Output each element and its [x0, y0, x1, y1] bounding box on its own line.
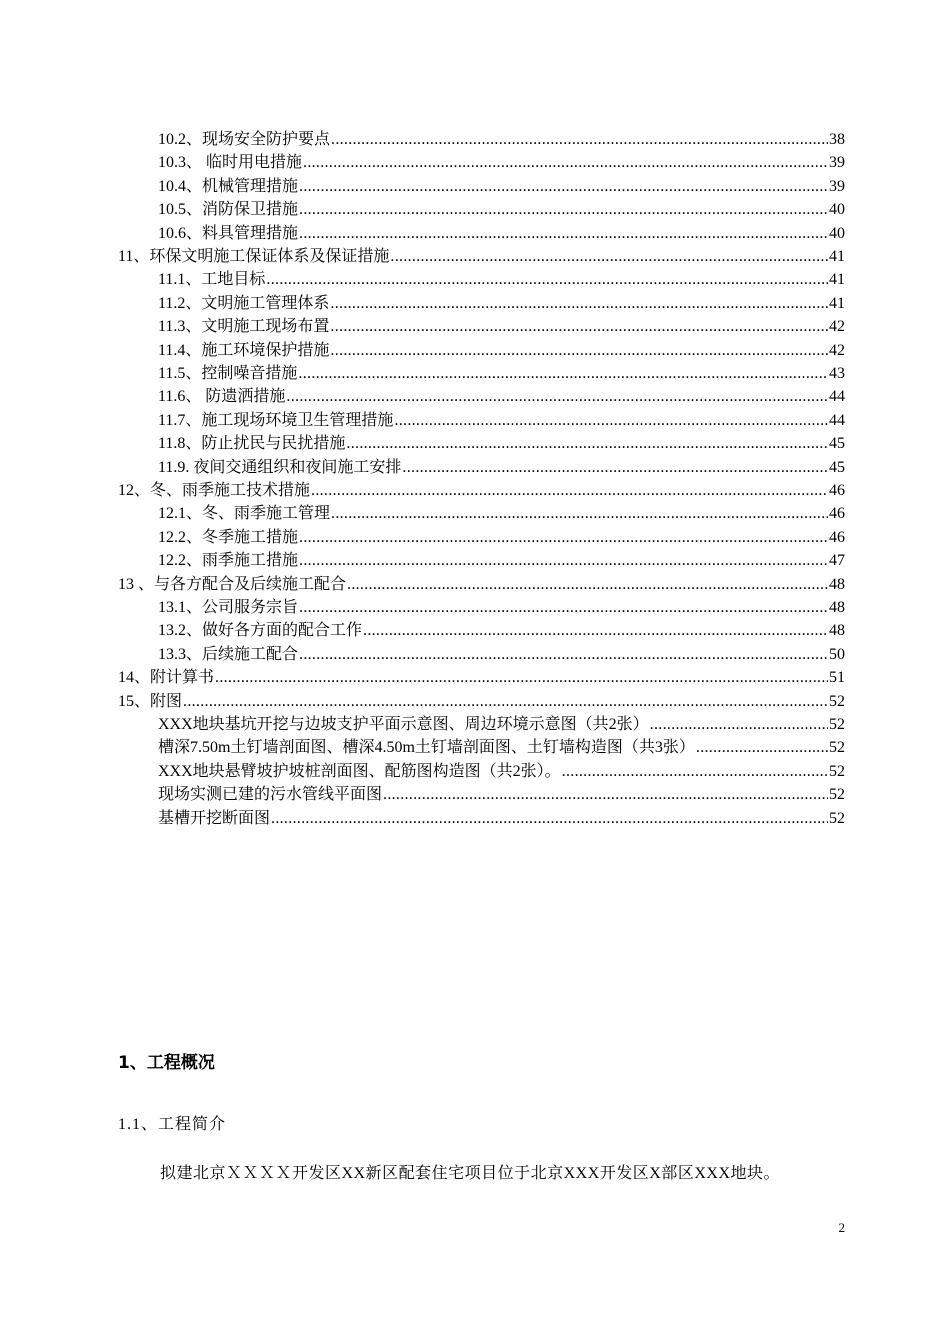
- toc-entry[interactable]: [158, 807, 845, 830]
- toc-entry-label: 10.6、料具管理措施: [158, 224, 299, 242]
- toc-leader-dots: [394, 409, 828, 432]
- toc-entry[interactable]: [158, 432, 845, 455]
- toc-entry-label: 11.6、 防遗洒措施: [158, 388, 286, 406]
- toc-entry[interactable]: [158, 549, 845, 572]
- section-heading: 1、工程概况: [118, 1053, 215, 1073]
- toc-entry[interactable]: [158, 456, 845, 479]
- toc-entry[interactable]: [158, 268, 845, 291]
- toc-entry[interactable]: [158, 198, 845, 221]
- toc-entry-page: 43: [829, 365, 845, 382]
- toc-entry[interactable]: [158, 385, 845, 408]
- toc-entry[interactable]: [158, 151, 845, 174]
- toc-entry[interactable]: [158, 292, 845, 315]
- toc-entry-label: 10.5、消防保卫措施: [158, 201, 299, 219]
- toc-entry-page: 39: [829, 177, 845, 195]
- toc-entry-page: 42: [829, 318, 845, 336]
- toc-entry[interactable]: [158, 760, 845, 783]
- toc-entry-page: 48: [829, 575, 845, 593]
- toc-leader-dots: [696, 736, 828, 759]
- toc-entry-label: 13 、与各方配合及后续施工配合: [118, 575, 347, 593]
- toc-entry[interactable]: [158, 619, 845, 642]
- toc-entry-page: 52: [829, 762, 845, 780]
- toc-entry-label: 11.7、施工现场环境卫生管理措施: [158, 411, 394, 429]
- toc-entry-label: XXX地块悬臂坡护坡桩剖面图、配筋图构造图（共2张）。: [158, 762, 561, 780]
- toc-leader-dots: [299, 198, 828, 221]
- toc-entry-page: 45: [829, 458, 845, 476]
- toc-entry[interactable]: [158, 643, 845, 666]
- toc-entry[interactable]: [118, 690, 845, 713]
- section-subheading: 1.1、工程简介: [118, 1116, 227, 1133]
- toc-entry-page: 41: [829, 294, 845, 312]
- toc-entry-label: 11.8、防止扰民与民扰措施: [158, 435, 346, 453]
- toc-entry-label: 11.1、工地目标: [158, 271, 266, 289]
- toc-entry-label: 13.3、后续施工配合: [158, 645, 299, 663]
- toc-leader-dots: [299, 643, 828, 666]
- toc-leader-dots: [402, 456, 828, 479]
- toc-entry-page: 44: [829, 411, 845, 429]
- toc-leader-dots: [390, 245, 828, 268]
- toc-entry-label: XXX地块基坑开挖与边坡支护平面示意图、周边环境示意图（共2张）: [158, 716, 649, 733]
- toc-leader-dots: [383, 783, 828, 806]
- toc-entry-page: 48: [829, 599, 845, 616]
- toc-leader-dots: [299, 549, 828, 572]
- toc-entry[interactable]: [158, 596, 845, 619]
- toc-leader-dots: [215, 666, 828, 689]
- page-number: 2: [838, 1220, 845, 1235]
- toc-entry-label: 10.2、现场安全防护要点: [158, 131, 331, 148]
- toc-leader-dots: [298, 362, 828, 385]
- toc-leader-dots: [363, 619, 828, 642]
- toc-entry-label: 现场实测已建的污水管线平面图: [158, 786, 383, 804]
- toc-entry-label: 11.3、文明施工现场布置: [158, 318, 330, 336]
- toc-leader-dots: [303, 151, 828, 174]
- toc-entry[interactable]: [158, 736, 845, 759]
- toc-leader-dots: [330, 292, 828, 315]
- toc-leader-dots: [266, 268, 828, 291]
- toc-entry-label: 11.2、文明施工管理体系: [158, 294, 330, 312]
- toc-entry-page: 52: [829, 786, 845, 804]
- toc-entry-page: 40: [829, 224, 845, 242]
- toc-entry[interactable]: [158, 502, 845, 525]
- toc-entry-label: 12.1、冬、雨季施工管理: [158, 505, 331, 523]
- toc-entry-label: 11.9. 夜间交通组织和夜间施工安排: [158, 458, 402, 476]
- toc-entry-page: 41: [829, 248, 845, 265]
- toc-entry[interactable]: [158, 362, 845, 385]
- toc-entry-page: 46: [829, 505, 845, 523]
- toc-entry-label: 13.1、公司服务宗旨: [158, 599, 299, 616]
- toc-entry-page: 50: [829, 645, 845, 663]
- toc-entry-label: 12、冬、雨季施工技术措施: [118, 482, 311, 499]
- toc-entry-page: 46: [829, 528, 845, 546]
- toc-entry-page: 48: [829, 622, 845, 640]
- toc-entry-page: 52: [829, 809, 845, 827]
- toc-entry-page: 47: [829, 552, 845, 570]
- toc-entry-page: 52: [829, 739, 845, 757]
- toc-entry[interactable]: [158, 128, 845, 151]
- toc-leader-dots: [299, 222, 828, 245]
- toc-entry[interactable]: [158, 339, 845, 362]
- toc-entry[interactable]: [118, 479, 845, 502]
- toc-leader-dots: [330, 315, 828, 338]
- toc-entry[interactable]: [158, 222, 845, 245]
- toc-leader-dots: [299, 175, 828, 198]
- toc-entry[interactable]: [158, 713, 845, 736]
- toc-entry-page: 45: [829, 435, 845, 453]
- toc-entry-label: 10.4、机械管理措施: [158, 177, 299, 195]
- toc-entry-page: 52: [829, 716, 845, 733]
- toc-entry-page: 40: [829, 201, 845, 219]
- toc-entry-page: 39: [829, 154, 845, 172]
- toc-entry-page: 44: [829, 388, 845, 406]
- toc-entry-label: 基槽开挖断面图: [158, 809, 271, 827]
- toc-entry-label: 14、附计算书: [118, 669, 215, 687]
- toc-leader-dots: [299, 596, 828, 619]
- toc-leader-dots: [330, 339, 828, 362]
- toc-entry-label: 槽深7.50m土钉墙剖面图、槽深4.50m土钉墙剖面图、土钉墙构造图（共3张）: [158, 739, 695, 757]
- toc-entry[interactable]: [158, 409, 845, 432]
- toc-entry[interactable]: [118, 666, 845, 689]
- toc-leader-dots: [650, 713, 828, 736]
- toc-leader-dots: [562, 760, 828, 783]
- body-paragraph: 拟建北京ＸＸＸＸ开发区XX新区配套住宅项目位于北京XXX开发区X部区XXX地块。: [160, 1165, 780, 1182]
- toc-entry-page: 42: [829, 341, 845, 359]
- toc-leader-dots: [271, 807, 828, 830]
- toc-entry-page: 41: [829, 271, 845, 289]
- toc-leader-dots: [331, 502, 828, 525]
- toc-entry-page: 38: [829, 131, 845, 148]
- toc-entry-label: 11.4、施工环境保护措施: [158, 341, 330, 359]
- toc-entry[interactable]: [158, 175, 845, 198]
- toc-entry-page: 51: [829, 669, 845, 687]
- toc-entry-page: 46: [829, 482, 845, 499]
- toc-leader-dots: [346, 432, 828, 455]
- toc-entry-label: 12.2、雨季施工措施: [158, 552, 299, 570]
- toc-entry[interactable]: [118, 573, 845, 596]
- toc-entry-label: 13.2、做好各方面的配合工作: [158, 622, 363, 640]
- toc-entry-label: 15、附图: [118, 692, 183, 710]
- toc-entry[interactable]: [158, 783, 845, 806]
- toc-entry-label: 12.2、冬季施工措施: [158, 528, 299, 546]
- toc-entry[interactable]: [158, 526, 845, 549]
- toc-leader-dots: [347, 573, 828, 596]
- toc-entry-label: 11、环保文明施工保证体系及保证措施: [118, 248, 390, 265]
- toc-entry-page: 52: [829, 692, 845, 710]
- toc-leader-dots: [286, 385, 828, 408]
- toc-leader-dots: [299, 526, 828, 549]
- toc-leader-dots: [331, 128, 828, 151]
- toc-entry-label: 11.5、控制噪音措施: [158, 365, 298, 382]
- toc-leader-dots: [311, 479, 828, 502]
- toc-entry-label: 10.3、 临时用电措施: [158, 154, 303, 172]
- toc-entry[interactable]: [158, 315, 845, 338]
- toc-entry[interactable]: [118, 245, 845, 268]
- toc-leader-dots: [183, 690, 828, 713]
